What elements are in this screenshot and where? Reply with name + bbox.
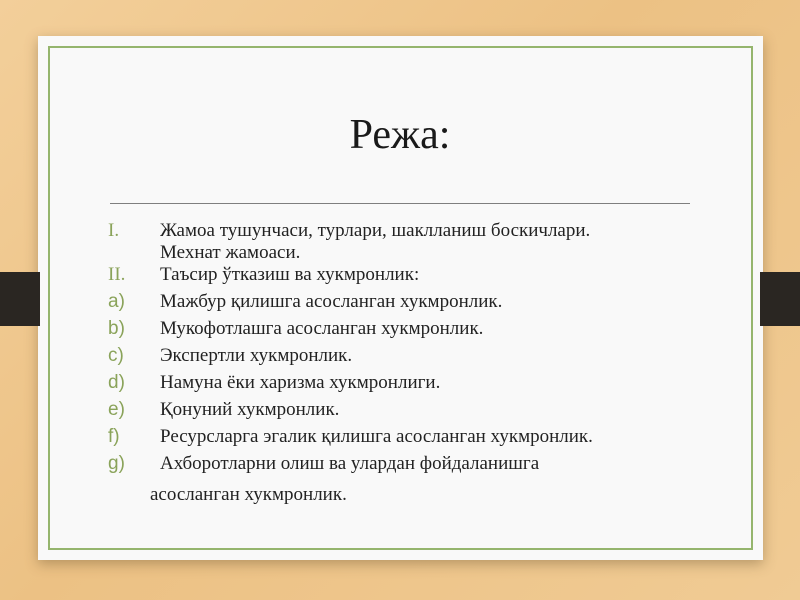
- list-marker: II.: [108, 264, 126, 285]
- list-item: [108, 426, 708, 453]
- list-item-continuation: асосланган хукмронлик.: [150, 484, 347, 505]
- slide-title: Режа:: [349, 112, 451, 158]
- list-item: [108, 399, 708, 426]
- list-marker: g): [108, 453, 125, 474]
- list-item: [108, 372, 708, 399]
- list-item-text: [160, 220, 720, 264]
- list-marker: f): [108, 426, 120, 447]
- list-item: [108, 453, 708, 480]
- outline-list: [108, 220, 708, 480]
- list-item: [108, 345, 708, 372]
- right-side-tab: [760, 272, 800, 326]
- left-side-tab: [0, 272, 40, 326]
- list-marker: a): [108, 291, 125, 312]
- list-item-text: Намуна ёки харизма хукмронлиги.: [160, 372, 441, 393]
- list-item-text: Таъсир ўтказиш ва хукмронлик:: [160, 264, 420, 285]
- list-item: [108, 318, 708, 345]
- list-item-line: Мехнат жамоаси.: [160, 242, 301, 263]
- list-item: [108, 220, 708, 264]
- list-marker: b): [108, 318, 125, 339]
- list-marker: d): [108, 372, 125, 393]
- list-item: [108, 264, 708, 291]
- list-marker: c): [108, 345, 124, 366]
- list-marker: I.: [108, 220, 120, 241]
- list-item: [108, 291, 708, 318]
- list-item-text: Мукофотлашга асосланган хукмронлик.: [160, 318, 484, 339]
- list-item-line: Жамоа тушунчаси, турлари, шаклланиш боскичлари.: [160, 220, 591, 241]
- list-item-text: Қонуний хукмронлик.: [160, 399, 340, 420]
- list-marker: e): [108, 399, 125, 420]
- title-divider: [110, 203, 690, 204]
- list-item-text: Ресурсларга эгалик қилишга асосланган хукмронлик.: [160, 426, 593, 447]
- list-item-text: Ахборотларни олиш ва улардан фойдаланишга: [160, 453, 540, 474]
- list-item-text: Мажбур қилишга асосланган хукмронлик.: [160, 291, 503, 312]
- list-item-text: Экспертли хукмронлик.: [160, 345, 353, 366]
